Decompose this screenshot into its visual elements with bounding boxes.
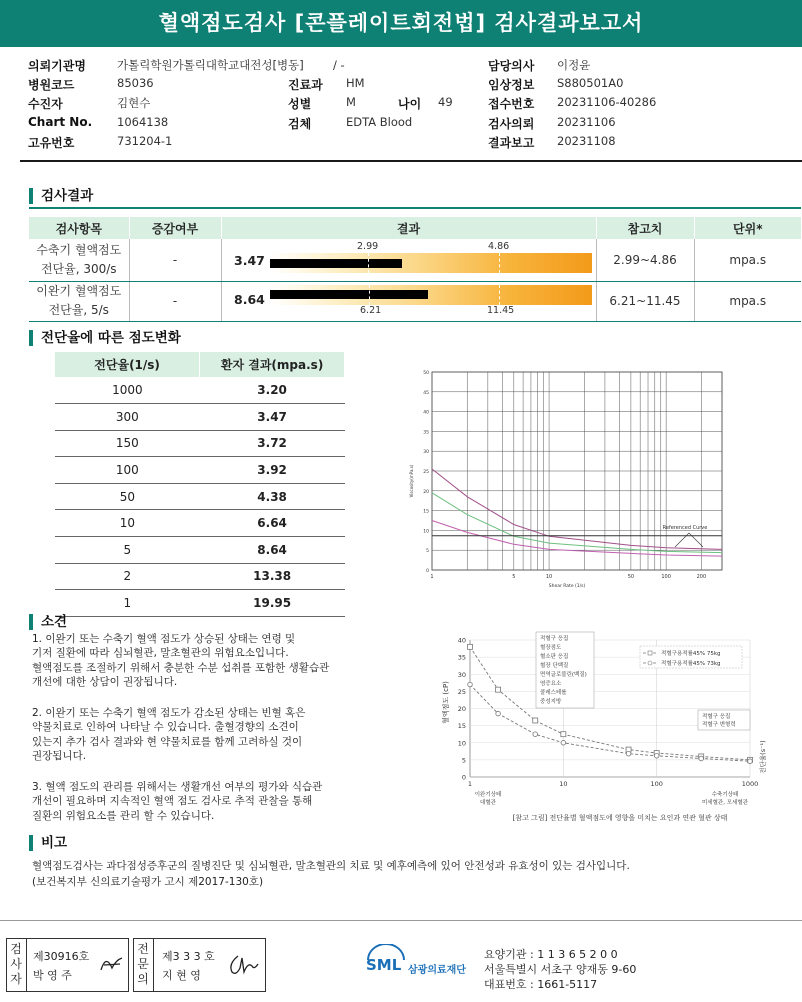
- org-name: 삼광의료재단: [408, 965, 466, 976]
- item-cell: [29, 239, 129, 281]
- req-value: 20231106: [557, 115, 616, 129]
- y-tick-label: 50: [423, 371, 429, 376]
- item-sub: 전단율, 300/s: [40, 261, 117, 276]
- y-axis-label: 혈액점도 (cP): [442, 681, 450, 724]
- doctor-label: 담당의사: [488, 59, 535, 73]
- patient-value-cell: 4.38: [200, 483, 345, 510]
- viscosity-chart: [405, 365, 735, 595]
- legend-label: 적혈구용적률45% 73kg: [661, 661, 721, 667]
- factor-label: 염증요소: [540, 681, 562, 687]
- shear-rate-cell: 10: [55, 510, 200, 537]
- ref-low-tick: 2.99: [357, 241, 379, 252]
- result-value: 3.47: [234, 253, 265, 268]
- approver-no: 제3 3 3 호: [162, 950, 215, 963]
- item-cell: [29, 281, 129, 321]
- patient-value-cell: 3.72: [200, 430, 345, 457]
- age-value: 49: [438, 95, 453, 109]
- y-tick-label: 10: [457, 739, 466, 748]
- factor-label: 적혈구 응집: [540, 636, 569, 642]
- ref-low-line: [369, 285, 370, 305]
- state-label: 수축기상태: [711, 792, 739, 798]
- specimen-value: EDTA Blood: [346, 115, 413, 129]
- shear-title: 전단율에 따른 점도변화: [29, 330, 181, 346]
- tester-label: 검사자: [6, 938, 27, 992]
- ref-low-tick: 6.21: [360, 305, 382, 316]
- shear-rate-cell: 1: [55, 590, 200, 617]
- y-tick-label: 15: [423, 509, 429, 515]
- patient-value-cell: 8.64: [200, 537, 345, 564]
- y-tick-label: 0: [426, 569, 429, 574]
- ref-high-line: [499, 253, 500, 273]
- data-point: [626, 751, 631, 756]
- y-tick-label: 40: [457, 636, 466, 645]
- table-row: [55, 483, 345, 510]
- shear-rate-cell: 100: [55, 457, 200, 484]
- annotation-label: Referenced Curve: [662, 525, 708, 531]
- table-row: [55, 510, 345, 537]
- remark-line: 혈액점도검사는 과다점성증후군의 질병진단 및 심뇌혈관, 말초혈관의 치료 및 예후예측에 있어 안전성과 유효성이 있는 검사입니다.: [32, 860, 630, 872]
- x-axis-label: 전단율(s⁻¹): [759, 740, 767, 774]
- report-label: 결과보고: [488, 136, 535, 150]
- x-tick-label: 100: [650, 780, 663, 788]
- x-tick-label: 10: [559, 780, 568, 788]
- hospital-value: 가톨릭학원가톨릭대학교대전성[병동] / -: [117, 58, 345, 72]
- y-tick-label: 30: [423, 450, 429, 456]
- data-point: [699, 756, 704, 761]
- data-point: [496, 711, 501, 716]
- unique-value: 731204-1: [117, 134, 173, 148]
- unit-cell: mpa.s: [694, 281, 801, 321]
- ref-high-tick: 11.45: [487, 305, 515, 316]
- y-tick-label: 30: [457, 670, 466, 679]
- unit-cell: mpa.s: [694, 239, 801, 281]
- specimen-label: 검체: [288, 117, 312, 131]
- data-point: [561, 732, 566, 737]
- shear-header: 환자 결과(mpa.s): [200, 352, 345, 377]
- results-header: 결과: [221, 217, 596, 239]
- table-row: [55, 404, 345, 431]
- data-point: [468, 644, 473, 649]
- shear-rate-cell: 1000: [55, 377, 200, 404]
- table-row: [55, 537, 345, 564]
- opinion-title: 소견: [29, 614, 67, 630]
- y-tick-label: 45: [423, 390, 429, 396]
- data-point: [533, 732, 538, 737]
- y-tick-label: 25: [457, 687, 466, 696]
- y-tick-label: 10: [423, 529, 429, 535]
- y-tick-label: 20: [457, 705, 466, 713]
- shear-rate-cell: 150: [55, 430, 200, 457]
- shear-rate-cell: 50: [55, 483, 200, 510]
- factor-label: 중성지방: [540, 699, 562, 705]
- x-tick-label: 1: [430, 574, 434, 580]
- clinic-label: 임상정보: [488, 78, 535, 92]
- y-tick-label: 35: [457, 653, 466, 662]
- change-cell: -: [129, 281, 221, 321]
- chart-label: Chart No.: [28, 115, 93, 129]
- remark-line: (보건복지부 신의료기술평가 고시 제2017-130호): [32, 876, 264, 888]
- results-header: 단위*: [694, 217, 801, 239]
- divider: [20, 160, 802, 162]
- shear-rate-cell: 2: [55, 563, 200, 590]
- x-tick-label: 1000: [741, 780, 759, 788]
- footer-divider: [0, 920, 802, 921]
- table-row: [55, 590, 345, 617]
- report-title: 혈액점도검사 [콘플레이트회전법] 검사결과보고서: [0, 0, 802, 47]
- dept-value: HM: [346, 76, 365, 90]
- ref-cell: 6.21~11.45: [596, 281, 694, 321]
- shear-rate-cell: 5: [55, 537, 200, 564]
- logo-text: SML: [366, 956, 402, 974]
- patient-value-cell: 3.20: [200, 377, 345, 404]
- x-tick-label: 1: [467, 780, 473, 788]
- y-tick-label: 20: [423, 489, 429, 495]
- table-row: [55, 430, 345, 457]
- x-axis-label: Shear Rate (1/s): [548, 584, 586, 589]
- y-tick-label: 35: [423, 430, 429, 436]
- patient-value-cell: 19.95: [200, 590, 345, 617]
- y-tick-label: 40: [423, 410, 429, 416]
- code-value: 85036: [117, 76, 154, 90]
- x-tick-label: 50: [627, 574, 635, 580]
- x-tick-label: 5: [512, 574, 516, 580]
- tester-name: 박 영 주: [33, 969, 72, 982]
- y-tick-label: 5: [426, 549, 429, 555]
- data-point: [561, 740, 566, 745]
- remark-title: 비고: [29, 835, 67, 851]
- ref-low-line: [368, 253, 369, 273]
- item-sub: 전단율, 5/s: [48, 303, 109, 317]
- approver-name: 지 현 영: [162, 969, 201, 982]
- data-point: [533, 718, 538, 723]
- care-no: 요양기관 : 1 1 3 6 5 2 0 0: [484, 948, 618, 961]
- recv-value: 20231106-40286: [557, 95, 657, 109]
- patient-value-cell: 3.92: [200, 457, 345, 484]
- data-point: [654, 753, 659, 758]
- y-tick-label: 5: [461, 756, 466, 765]
- clinic-value: S880501A0: [557, 76, 624, 90]
- code-label: 병원코드: [28, 78, 75, 92]
- change-cell: -: [129, 239, 221, 281]
- item-name: 이완기 혈액점도: [36, 284, 122, 298]
- y-tick-label: 25: [423, 470, 429, 475]
- shear-rate-cell: 300: [55, 404, 200, 431]
- y-axis-label: Viscosity(mPa.s): [409, 464, 414, 498]
- state-label: 미세혈관, 모세혈관: [701, 800, 749, 806]
- opinion-item: 2. 이완기 또는 수축기 혈액 점도가 감소된 상태는 빈혈 혹은 약물치료로 인하여 나타날 수 있습니다. 출혈경향의 소견이 있는지 추가 검사 결과와 현 약물치료를 함께 고려하실 것이 권장됩니다.: [32, 707, 306, 763]
- y-tick-label: 15: [457, 722, 466, 731]
- x-tick-label: 10: [545, 574, 553, 580]
- dept-label: 진료과: [288, 78, 323, 92]
- ref-cell: 2.99~4.86: [596, 239, 694, 281]
- reference-chart: [440, 630, 785, 830]
- item-name: 수축기 혈액점도: [36, 242, 122, 257]
- patient-value: 김현수: [117, 96, 151, 110]
- legend-marker: [648, 661, 652, 665]
- table-row: [55, 457, 345, 484]
- age-label: 나이: [398, 97, 422, 111]
- address: 서울특별시 서초구 양재동 9-60: [484, 963, 637, 976]
- sex-value: M: [346, 95, 356, 109]
- chart-caption: [참고 그림] 전단율별 혈액점도에 영향을 미치는 요인과 연관 혈관 상태: [512, 814, 728, 822]
- state-label: 이완기상태: [474, 792, 502, 798]
- approver-signature-icon: [226, 950, 260, 978]
- result-value: 8.64: [234, 292, 265, 307]
- report-value: 20231108: [557, 134, 616, 148]
- factor-label: 적혈구 응집: [702, 714, 731, 720]
- doctor-value: 이정윤: [557, 58, 591, 72]
- legend-label: 적혈구용적률45% 75kg: [661, 651, 721, 657]
- sex-label: 성별: [288, 97, 312, 111]
- patient-value-cell: 13.38: [200, 563, 345, 590]
- opinion-item: 1. 이완기 또는 수축기 혈액 점도가 상승된 상태는 연령 및 기저 질환에 따라 심뇌혈관, 말초혈관의 위험요소입니다. 혈액점도를 조절하기 위해서 충분한 수분 섭취를 포함한 생활습관 개선에 대한 상담이 권장됩니다.: [32, 633, 330, 689]
- req-label: 검사의뢰: [488, 117, 535, 131]
- phone: 대표번호 : 1661-5117: [484, 978, 598, 991]
- factor-box: [536, 632, 594, 708]
- results-title: 검사결과: [29, 188, 93, 204]
- results-header: 증감여부: [129, 217, 221, 239]
- ref-high-line: [499, 285, 500, 305]
- results-divider: [29, 207, 801, 209]
- patient-label: 수진자: [28, 97, 63, 111]
- factor-label: 콜레스테롤: [540, 690, 567, 696]
- shear-header: 전단율(1/s): [55, 352, 200, 377]
- factor-label: 혈장 단백질: [540, 663, 569, 669]
- approver-label: 전문의: [133, 938, 154, 992]
- legend-marker: [648, 651, 652, 655]
- y-tick-label: 0: [461, 773, 466, 782]
- chart-value: 1064138: [117, 115, 169, 129]
- data-point: [468, 682, 473, 687]
- factor-label: 혈소판 응집: [540, 654, 569, 660]
- factor-label: 혈장점도: [540, 645, 562, 651]
- recv-label: 접수번호: [488, 97, 535, 111]
- factor-label: 면역글로불린(백질): [540, 672, 587, 678]
- tester-no: 제30916호: [33, 950, 90, 963]
- ref-high-tick: 4.86: [488, 241, 510, 252]
- x-tick-label: 200: [696, 574, 707, 580]
- patient-value-cell: 3.47: [200, 404, 345, 431]
- results-header: 참고치: [596, 217, 694, 239]
- data-point: [748, 759, 753, 764]
- state-label: 대혈관: [480, 800, 496, 806]
- data-point: [496, 687, 501, 692]
- results-header: 검사항목: [29, 217, 129, 239]
- hospital-label: 의뢰기관명: [28, 59, 86, 73]
- shear-table: [55, 352, 345, 617]
- unique-label: 고유번호: [28, 136, 75, 150]
- result-bar-fill: [270, 259, 402, 268]
- tester-signature-icon: [98, 950, 126, 976]
- result-bar-fill: [270, 290, 428, 299]
- table-row: [55, 377, 345, 404]
- x-tick-label: 100: [661, 574, 671, 580]
- table-row: [55, 563, 345, 590]
- factor-label: 적혈구 변형력: [702, 722, 736, 728]
- opinion-item: 3. 혈액 점도의 관리를 위해서는 생활개선 여부의 평가와 식습관 개선이 필요하며 지속적인 혈액 점도 검사로 추적 관찰을 통해 질환의 위험요소를 관리 할 수 있습니다.: [32, 781, 323, 822]
- patient-value-cell: 6.64: [200, 510, 345, 537]
